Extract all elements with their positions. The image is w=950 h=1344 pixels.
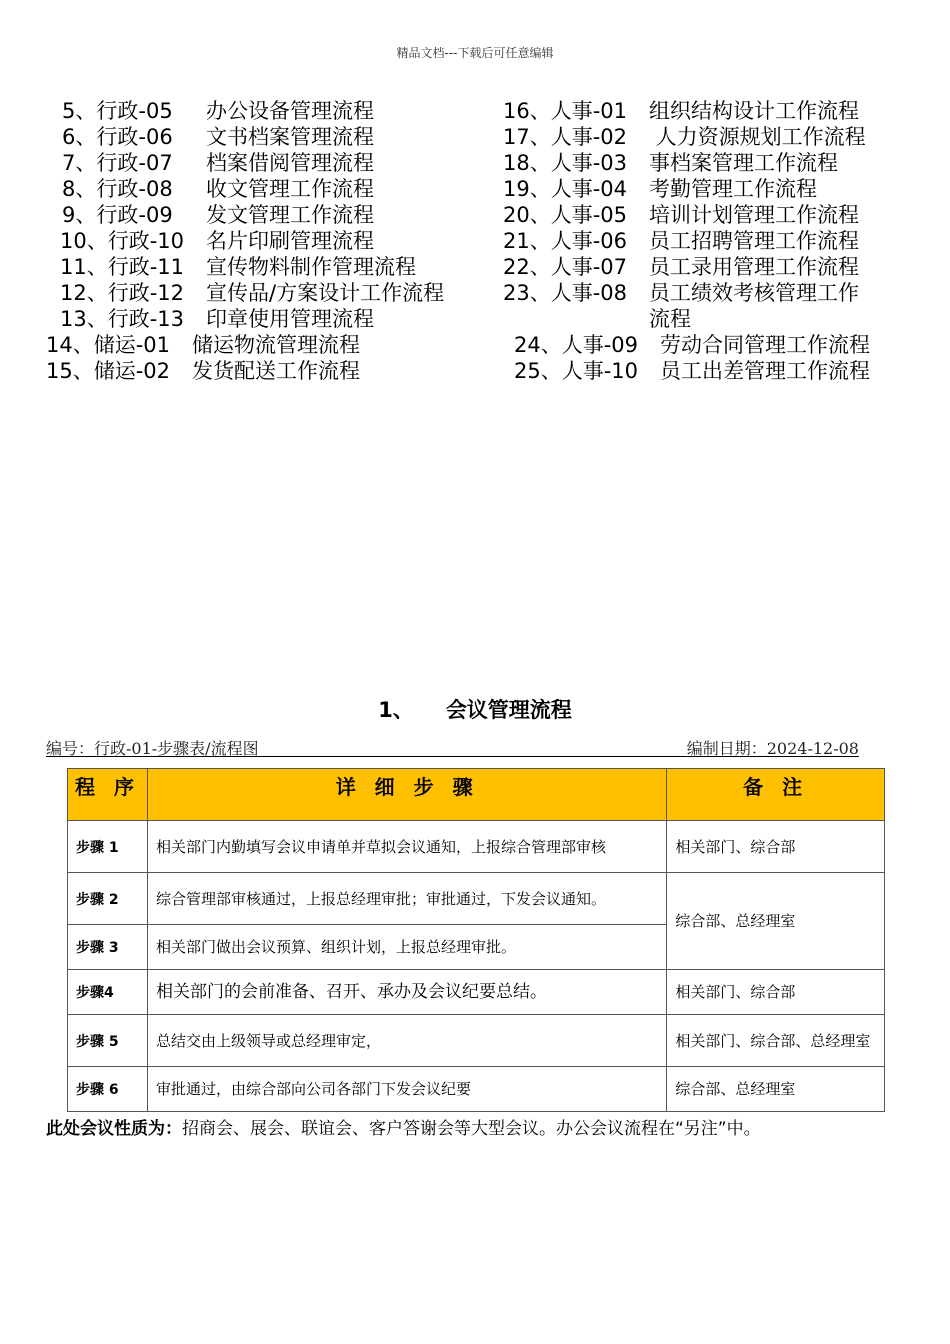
toc-name: 员工录用管理工作流程 [649, 255, 859, 279]
table-row [68, 821, 885, 873]
toc-name: 流程 [649, 307, 691, 331]
toc-code: 储运-01 [93, 333, 171, 357]
document-date: 编制日期：2024-12-08 [686, 739, 859, 758]
toc-code: 行政-10 [107, 229, 185, 253]
table-row [68, 873, 885, 925]
section-number: 1、 [378, 698, 414, 722]
toc-name: 宣传品/方案设计工作流程 [206, 281, 445, 305]
toc-name: 收文管理工作流程 [206, 177, 374, 201]
footnote-text: 招商会、展会、联谊会、客户答谢会等大型会议。办公会议流程在“另注”中。 [182, 1119, 761, 1139]
table-row [68, 1067, 885, 1112]
step-label: 步骤 3 [68, 925, 148, 970]
toc-num: 11、 [60, 255, 108, 279]
toc-name: 储运物流管理流程 [192, 333, 360, 357]
toc-code: 行政-08 [96, 177, 173, 201]
step-remark: 综合部、总经理室 [667, 873, 885, 970]
toc-num: 13、 [60, 307, 108, 331]
step-label: 步骤 5 [68, 1015, 148, 1067]
toc-item [62, 202, 374, 228]
toc-code: 行政-05 [96, 99, 173, 123]
toc-code: 人事-01 [550, 99, 628, 123]
toc-item [503, 150, 838, 176]
table-row [68, 970, 885, 1015]
toc-num: 8、 [62, 177, 97, 201]
document-code: 编号：行政-01-步骤表/流程图 [46, 739, 259, 758]
section-title-text: 会议管理流程 [445, 698, 572, 722]
toc-num: 15、 [46, 359, 94, 383]
toc-name: 劳动合同管理工作流程 [660, 333, 870, 357]
toc-name: 员工招聘管理工作流程 [649, 229, 859, 253]
toc-num: 22、 [503, 255, 551, 279]
toc-name: 文书档案管理流程 [206, 125, 374, 149]
step-label: 步骤4 [68, 970, 148, 1015]
toc-num: 14、 [46, 333, 94, 357]
toc-num: 25、 [514, 359, 562, 383]
step-detail: 总结交由上级领导或总经理审定， [147, 1015, 666, 1067]
toc-num: 6、 [62, 125, 97, 149]
toc-num: 24、 [514, 333, 562, 357]
column-header-detail: 详 细 步 骤 [147, 769, 666, 821]
toc-code: 人事-02 [550, 125, 628, 149]
step-remark: 综合部、总经理室 [667, 1067, 885, 1112]
toc-name: 员工出差管理工作流程 [660, 359, 870, 383]
toc-code: 行政-07 [96, 151, 173, 175]
toc-num: 10、 [60, 229, 108, 253]
toc-code: 行政-12 [107, 281, 185, 305]
toc-name: 发文管理工作流程 [206, 203, 374, 227]
toc-code: 行政-09 [96, 203, 173, 227]
document-meta [46, 736, 859, 757]
toc-name: 员工绩效考核管理工作 [649, 281, 859, 305]
toc-item [60, 306, 374, 332]
toc-name: 名片印刷管理流程 [206, 229, 374, 253]
toc-item [62, 176, 374, 202]
toc-num: 19、 [503, 177, 551, 201]
step-label: 步骤 6 [68, 1067, 148, 1112]
toc-item [62, 124, 374, 150]
toc-code: 行政-06 [96, 125, 173, 149]
toc-name: 培训计划管理工作流程 [649, 203, 859, 227]
toc-item [503, 124, 866, 150]
toc-name: 考勤管理工作流程 [649, 177, 817, 201]
toc-code: 人事-06 [550, 229, 628, 253]
section-title [0, 694, 950, 724]
toc-num: 5、 [62, 99, 97, 123]
toc-item [46, 358, 360, 384]
toc-item [503, 228, 859, 254]
toc-num: 20、 [503, 203, 551, 227]
toc-item [503, 254, 859, 280]
footnote [46, 1114, 761, 1139]
toc-code: 行政-11 [107, 255, 185, 279]
toc-item [503, 202, 859, 228]
toc-num: 12、 [60, 281, 108, 305]
toc-name: 档案借阅管理流程 [206, 151, 374, 175]
toc-code: 人事-03 [550, 151, 628, 175]
toc-item [62, 98, 374, 124]
toc-name: 办公设备管理流程 [206, 99, 374, 123]
toc-num: 16、 [503, 99, 551, 123]
toc-item [503, 98, 859, 124]
toc-item [60, 228, 374, 254]
column-header-remark: 备 注 [667, 769, 885, 821]
toc-num: 9、 [62, 203, 97, 227]
toc-num: 18、 [503, 151, 551, 175]
toc-item [514, 332, 870, 358]
step-remark: 相关部门、综合部、总经理室 [667, 1015, 885, 1067]
toc-item [62, 150, 374, 176]
step-detail: 相关部门做出会议预算、组织计划，上报总经理审批。 [147, 925, 666, 970]
column-header-procedure: 程 序 [68, 769, 148, 821]
toc-num: 7、 [62, 151, 97, 175]
toc-item [503, 176, 817, 202]
toc-name: 事档案管理工作流程 [649, 151, 838, 175]
header-note: 精品文档---下载后可任意编辑 [396, 46, 554, 60]
step-detail: 相关部门的会前准备、召开、承办及会议纪要总结。 [147, 970, 666, 1015]
toc-num: 23、 [503, 281, 551, 305]
step-remark: 相关部门、综合部 [667, 970, 885, 1015]
toc-name: 人力资源规划工作流程 [649, 125, 866, 149]
toc-name: 宣传物料制作管理流程 [206, 255, 416, 279]
table-header-row [68, 769, 885, 821]
toc-name: 发货配送工作流程 [192, 359, 360, 383]
toc-num: 17、 [503, 125, 551, 149]
toc-item [46, 332, 360, 358]
toc-item [60, 280, 445, 306]
toc-num: 21、 [503, 229, 551, 253]
toc-item [514, 358, 870, 384]
step-label: 步骤 1 [68, 821, 148, 873]
toc-item [60, 254, 416, 280]
toc-code: 储运-02 [93, 359, 171, 383]
step-remark: 相关部门、综合部 [667, 821, 885, 873]
step-detail: 综合管理部审核通过，上报总经理审批；审批通过，下发会议通知。 [147, 873, 666, 925]
toc-item [503, 280, 859, 306]
toc-code: 行政-13 [107, 307, 185, 331]
table-row [68, 1015, 885, 1067]
step-detail: 相关部门内勤填写会议申请单并草拟会议通知，上报综合管理部审核 [147, 821, 666, 873]
steps-table [67, 768, 885, 1112]
toc-code: 人事-10 [561, 359, 639, 383]
step-label: 步骤 2 [68, 873, 148, 925]
toc-name: 印章使用管理流程 [206, 307, 374, 331]
step-detail: 审批通过，由综合部向公司各部门下发会议纪要 [147, 1067, 666, 1112]
toc-code: 人事-08 [550, 281, 628, 305]
toc-code: 人事-09 [561, 333, 639, 357]
toc-code: 人事-07 [550, 255, 628, 279]
toc-code: 人事-05 [550, 203, 628, 227]
footnote-label: 此处会议性质为： [46, 1119, 182, 1139]
toc-code: 人事-04 [550, 177, 628, 201]
toc-name: 组织结构设计工作流程 [649, 99, 859, 123]
